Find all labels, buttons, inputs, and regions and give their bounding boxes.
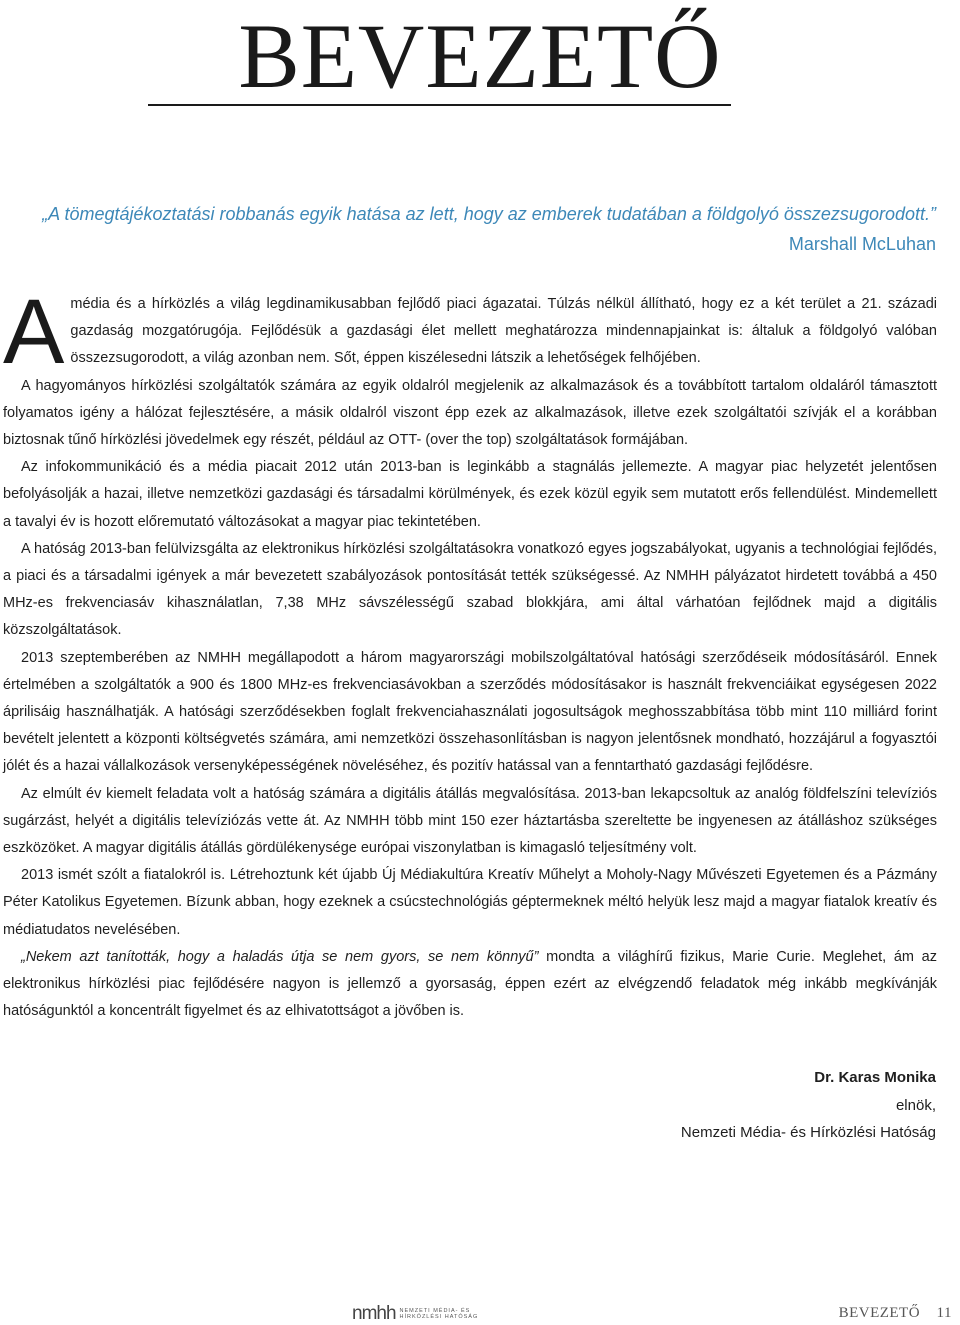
footer-section-title: BEVEZETŐ [838,1305,921,1321]
nmhh-logo [352,1303,478,1325]
page-title: BEVEZETŐ [238,5,722,107]
paragraph-1 [3,281,937,383]
drop-cap: A [3,281,65,383]
signatory-organization: Nemzeti Média- és Hírközlési Hatóság [680,1124,936,1141]
logo-mark: nmhh [352,1303,396,1324]
paragraph-5: 2013 szeptemberében az NMHH megállapodott a három magyarországi mobilszolgáltatóval hatósági szerződéseik módosításáról. Ennek értelmében a szolgáltatók a 900 és 1800 MHz-es frekvenciasávokban a szerződés módosításakor is használt frekvenciáikat egységesen 2022 áprilisáig használhatják. A hatósági szerződésekben foglalt frekvenciahasználati jogosultságok meghosszabbítása több mint 110 milliárd forint bevételt jelentett a központi költségvetés számára, ami nemzetközi összehasonlításban is nagyon jelentősnek mondható, hozzájárul a fogyasztói jólét és a hazai vállalkozások versenyképességének növeléséhez, és pozitív hatással van a fenntartható gazdasági fejlődésre. [3,649,937,775]
signatory-name: Dr. Karas Monika [814,1069,936,1086]
title-underline [148,104,731,106]
paragraph-6: Az elmúlt év kiemelt feladata volt a hatóság számára a digitális átállás megvalósítása. 2013-ban lekapcsoltuk az analóg földfelszíni televíziós sugárzást, helyét a digitális televíziózás vette át. Az NMHH több mint 150 ezer háztartásba szereltette be ingyenesen az átálláshoz szükséges eszközöket. A magyar digitális átállás gördülékenysége európai viszonylatban is kimagasló teljesítmény volt. [3,785,937,857]
epigraph-author: Marshall McLuhan [788,234,936,254]
logo-text [400,1308,479,1321]
signature-block [681,1064,936,1147]
signatory-role: elnök, [895,1096,936,1114]
page-number: 11 [936,1305,952,1321]
paragraph-2: A hagyományos hírközlési szolgáltatók számára az egyik oldalról megjelenik az alkalmazások és a továbbított tartalom oldaláról támasztott folyamatos igény a hálózat fejlesztésére, a másik oldalról viszont épp ezek az alkalmazások, illetve ezek szolgáltatói szívják el a korábban biztosnak tűnő hírközlési jövedelmek egy részét, például az OTT- (over the top) szolgáltatások formájában. [3,377,937,449]
logo-text-line-1: NEMZETI MÉDIA- ÉS [399,1307,471,1314]
epigraph-text: „A tömegtájékoztatási robbanás egyik hatása az lett, hogy az emberek tudatában a földgolyó összezsugorodott.” [42,204,936,224]
paragraph-1-text: média és a hírközlés a világ legdinamikusabban fejlődő piaci ágazatai. Túlzás nélkül állítható, hogy ez a két terület a 21. századi gazdaság mozgatórugója. Fejlődésük a gazdasági élet mellett meghatározza mindennapjainkat is: általuk a földgolyó valóban összezsugorodott, a világ azonban nem. Sőt, éppen kiszélesedni látszik a lehetőségek felhőjében. [70,296,937,367]
paragraph-8-text: mondta a világhírű fizikus, Marie Curie. Meglehet, ám az elektronikus hírközlési piac fejlődésére nagyon is jellemző a gyorsaság, éppen ezért az elvégzendő feladatok még inkább megkívánják hatóságunktól a koncentrált figyelmet és az elhivatottságot a jövőben is. [3,948,937,1020]
paragraph-4: A hatóság 2013-ban felülvizsgálta az elektronikus hírközlési szolgáltatásokra vonatkozó egyes jogszabályokat, ugyanis a technológiai fejlődés, a piaci és a társadalmi igények a már bevezetett szabályozások pontosítását tették szükségessé. Az NMHH pályázatot hirdetett továbbá a 450 MHz-es frekvenciasáv kihasználatlan, 7,38 MHz sávszélességű szabad blokkjára, ami által várhatóan fejlődnek majd a digitális közszolgáltatások. [3,540,937,639]
article-body [3,281,937,1025]
paragraph-3: Az infokommunikáció és a média piacait 2012 után 2013-ban is leginkább a stagnálás jellemezte. A magyar piac helyzetét jelentősen befolyásolják a hazai, illetve nemzetközi gazdasági és társadalmi körülmények, és ezek közül egyik sem mutatott erős fellendülést. Mindemellett a tavalyi év is hozott előremutató változásokat a magyar piac tekintetében. [3,459,937,530]
curie-quote: „Nekem azt tanították, hogy a haladás útja se nem gyors, se nem könnyű” [21,948,539,965]
paragraph-8 [3,944,937,1026]
paragraph-7: 2013 ismét szólt a fiatalokról is. Létrehoztunk két újabb Új Médiakultúra Kreatív Műhelyt a Moholy-Nagy Művészeti Egyetemen és a Pázmány Péter Katolikus Egyetemen. Bízunk abban, hogy ezeknek a csúcstechnológiás géptermeknek méltó helyük lesz majd a magyar fiatalok kreatív és médiatudatos nevelésében. [3,867,937,938]
logo-text-line-2: HÍRKÖZLÉSI HATÓSÁG [399,1314,479,1320]
page-footer [839,1305,952,1322]
epigraph [40,199,936,259]
